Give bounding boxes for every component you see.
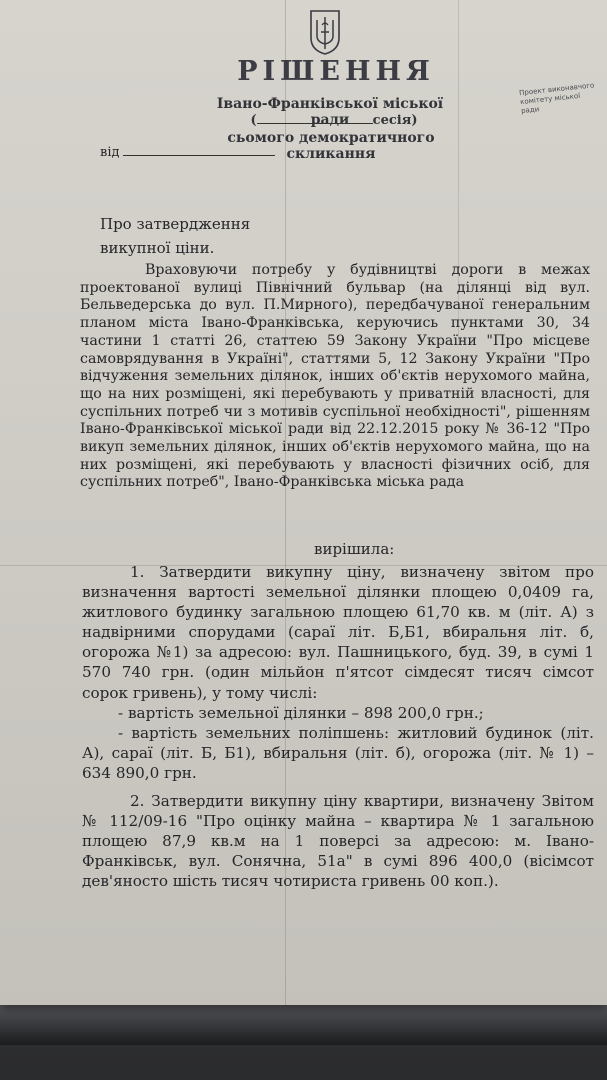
- date-prefix: від: [100, 145, 120, 160]
- resolved-label: вирішила:: [314, 540, 395, 558]
- document-title: РІШЕННЯ: [237, 56, 435, 87]
- subject-line-1: Про затвердження: [100, 215, 251, 233]
- session-open-paren: (: [250, 113, 257, 128]
- page-bottom-edge: [0, 1005, 607, 1045]
- item-1-sub-1: - вартість земельної ділянки – 898 200,0 грн.;: [118, 703, 484, 722]
- subject-line-2: викупної ціни.: [100, 239, 215, 257]
- preamble-block: [80, 262, 590, 492]
- resolution-items: [82, 562, 594, 892]
- item-2: 2. Затвердити викупну ціну квартири, визначену Звітом № 112/09-16 "Про оцінку майна – квартира № 1 загальною площею 87,9 кв.м на 1 поверсі за адресою: м. Івано-Франківськ, вул. Сонячна, 51а" в сумі 896 400,0 (вісімсот дев'яносто шість тисяч чотириста гривень 00 коп.).: [82, 792, 594, 891]
- convocation-line: сьомого демократичного скликання: [227, 130, 435, 162]
- item-1-sub-2: - вартість земельних поліпшень: житловий будинок (літ. А), сараї (літ. Б, Б1), вбиральня (літ. б), огорожа (літ. № 1) – 634 890,0 грн.: [82, 723, 594, 782]
- preamble-paragraph: Враховуючи потребу у будівництві дороги в межах проектованої вулиці Північний бульвар (на ділянці від вул. Бельведерська до вул. П.Мирного), передбачуваної генеральним планом міста Івано-Франківська, керуючись пунктами 30, 34 частини 1 статті 26, статтею 59 Закону України "Про місцеве самоврядування в Україні", статтями 5, 12 Закону України "Про відчуження земельних ділянок, інших об'єктів нерухомого майна, що на них розміщені, які перебувають у приватній власності, для суспільних потреб чи з мотивів суспільної необхідності", рішенням Івано-Франківської міської ради від 22.12.2015 року № 36-12 "Про викуп земельних ділянок, інших об'єктів нерухомого майна, що на них розміщені, які перебувають у власності фізичних осіб, для суспільних потреб", Івано-Франківська міська рада: [80, 262, 590, 491]
- item-1: 1. Затвердити викупну ціну, визначену звітом про визначення вартості земельної ділянки площею 0,0409 га, житлового будинку загальною площею 61,70 кв. м (літ. А) з надвірними спорудами (сараї літ. Б,Б1, вбиральня літ. б, огорожа №1) за адресою: вул. Пашницького, буд. 39, в сумі 1 570 740 грн. (один мільйон п'ятсот сімдесят тисяч сімсот сорок гривень), у тому числі:: [82, 563, 594, 702]
- date-line: [100, 145, 275, 160]
- subject-heading: [100, 212, 250, 260]
- council-name: Івано-Франківської міської ради: [216, 96, 444, 128]
- session-number-blank: [257, 113, 373, 124]
- trident-coat-of-arms-icon: [308, 8, 342, 56]
- date-blank: [123, 145, 275, 156]
- session-label: сесія): [372, 113, 418, 128]
- draft-stamp: Проект виконавчого комітету міської ради: [518, 81, 595, 116]
- session-line: [214, 113, 454, 128]
